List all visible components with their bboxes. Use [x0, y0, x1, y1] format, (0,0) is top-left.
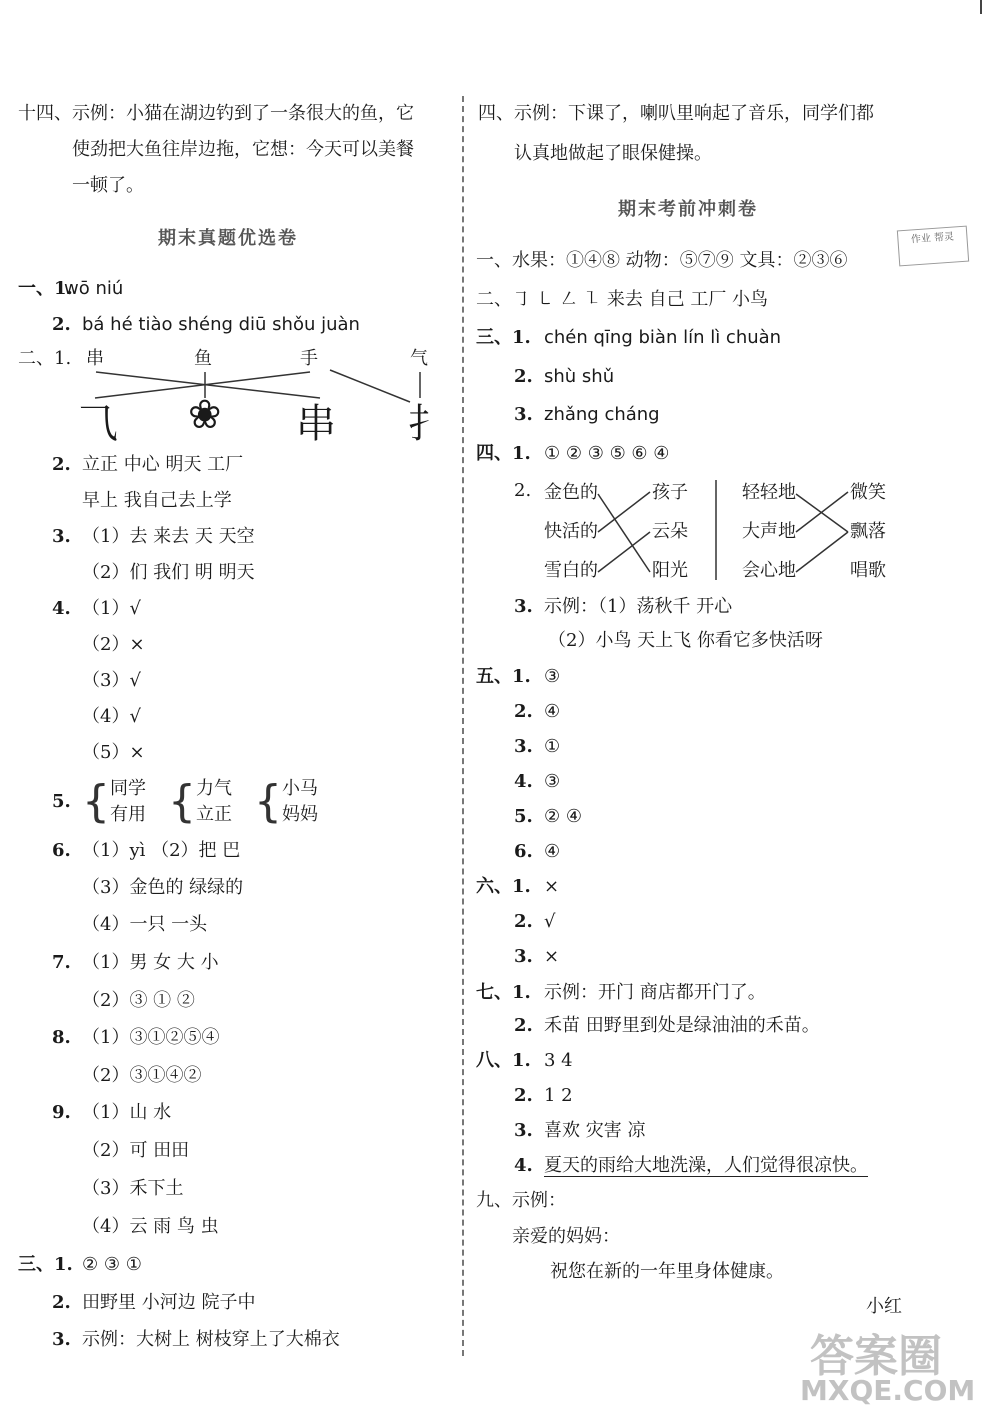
answer-line: [514, 1083, 573, 1109]
question-label: 3.: [514, 596, 533, 617]
question-label: 2.: [514, 480, 532, 501]
answer-line: [476, 980, 766, 1006]
answer-text: 二、㇆ ㇄ ㇜ ㇅ 来去 自己 工厂 小鸟: [476, 289, 769, 310]
question-label: 2.: [514, 366, 533, 387]
match-word: 气: [410, 348, 428, 369]
question-label: 2.: [52, 314, 71, 335]
question-label: 三、1.: [476, 327, 531, 348]
answer-text: zhǎng cháng: [544, 404, 660, 425]
answer-text: shù shǔ: [544, 366, 615, 387]
stamp-logo: 作业 帮灵: [897, 226, 969, 267]
answer-text: 禾苗 田野里到处是绿油油的禾苗。: [544, 1015, 820, 1036]
answer-line: [514, 402, 660, 428]
column-divider: [462, 96, 464, 1356]
answer-text: 田野里 小河边 院子中: [82, 1292, 256, 1313]
question-label: 七、1.: [476, 982, 531, 1003]
question-label: 5.: [52, 791, 71, 812]
ancient-script-shou-icon: ⺘: [408, 401, 448, 447]
answer-line: [514, 364, 614, 390]
answer-text: ① ② ③ ⑤ ⑥ ④: [544, 443, 670, 464]
question-label: 5.: [514, 806, 533, 827]
match-word: 雪白的: [544, 560, 598, 581]
answer-line: [476, 325, 781, 351]
answer-text: √: [544, 911, 556, 932]
watermark-logo: [800, 1320, 990, 1410]
answer-text: （2）×: [82, 634, 145, 655]
answer-text: ③: [544, 771, 561, 792]
question-label: 三、1.: [18, 1254, 73, 1275]
answer-text: 一、水果：①④⑧ 动物：⑤⑦⑨ 文具：②③⑥: [476, 250, 848, 271]
answer-text: 喜欢 灾害 凉: [544, 1120, 646, 1141]
watermark-url: MXQE.COM: [800, 1374, 976, 1407]
answer-line: [514, 1118, 645, 1144]
match-word: 鱼: [194, 348, 212, 369]
answer-text: 九、示例：: [476, 1190, 566, 1211]
answer-line: [514, 839, 560, 865]
question-label: 4.: [514, 1155, 533, 1176]
answer-line: [52, 1327, 340, 1353]
letter-body: 祝您在新的一年里身体健康。: [550, 1261, 784, 1282]
answer-line: [52, 1100, 171, 1126]
answer-line: [514, 804, 582, 830]
answer-text: ④: [544, 701, 561, 722]
answer-text: （2）们 我们 明 明天: [82, 562, 255, 583]
word: 有用: [110, 804, 146, 825]
letter-greeting: 亲爱的妈妈：: [512, 1226, 620, 1247]
answer-line: [514, 1153, 868, 1179]
brace-icon: {: [254, 776, 282, 827]
answer-line: [476, 664, 560, 690]
answer-text: （2）③ ① ②: [82, 990, 195, 1011]
answer-text: 示例：大树上 树枝穿上了大棉衣: [82, 1329, 340, 1350]
answer-text: （1）男 女 大 小: [82, 952, 219, 973]
answer-text: （3）禾下土: [82, 1178, 184, 1199]
match-word: 云朵: [652, 521, 688, 542]
word: 妈妈: [282, 804, 318, 825]
question-label: 八、1.: [476, 1050, 531, 1071]
answer-text: （2）可 田田: [82, 1140, 190, 1161]
matching-lines: [470, 470, 930, 590]
match-word: 大声地: [742, 521, 796, 542]
match-word: 快活的: [544, 521, 598, 542]
question-label: 2.: [514, 911, 533, 932]
word: 小马: [282, 778, 318, 799]
answer-line: [52, 1290, 255, 1316]
answer-text: （1）yì （2）把 巴: [82, 840, 241, 861]
answer-text: （5）×: [82, 742, 145, 763]
answer-line: [52, 524, 255, 550]
answer-text: bá hé tiào shéng diū shǒu juàn: [82, 314, 360, 335]
question-label: 4.: [52, 598, 71, 619]
answer-line: [52, 596, 141, 622]
word-group: [282, 776, 318, 828]
answer-line: [476, 1048, 573, 1074]
text-line: 使劲把大鱼往岸边拖，它想：今天可以美餐: [72, 139, 414, 160]
answer-line: [476, 441, 669, 467]
watermark-text: 答案圈: [810, 1331, 942, 1382]
answer-text: wō niú: [64, 278, 124, 299]
ancient-script-chuan-icon: 串: [296, 401, 336, 447]
answer-text: （4）√: [82, 706, 141, 727]
text-line: 一顿了。: [72, 175, 144, 196]
answer-text: ② ③ ①: [82, 1254, 142, 1275]
question-label: 一、1.: [18, 278, 73, 299]
answer-text: （3）√: [82, 670, 141, 691]
matching-lines: [0, 0, 460, 440]
question-label: 2.: [514, 1085, 533, 1106]
question-label: 3.: [514, 1120, 533, 1141]
question-label: 7.: [52, 952, 71, 973]
letter-signature: 小红: [866, 1296, 902, 1317]
answer-text: （1）去 来去 天 天空: [82, 526, 255, 547]
ancient-script-qi-icon: ⺄: [78, 401, 118, 447]
answer-text: （4）云 雨 鸟 虫: [82, 1216, 219, 1237]
match-word: 飘落: [850, 521, 886, 542]
answer-text: ④: [544, 841, 561, 862]
answer-line: [476, 874, 559, 900]
match-word: 孩子: [652, 482, 688, 503]
answer-text: chén qīng biàn lín lì chuàn: [544, 327, 782, 348]
answer-line: [18, 1252, 142, 1278]
answer-line: [514, 594, 732, 620]
answer-line: [514, 734, 560, 760]
text-line: 十四、示例：小猫在湖边钓到了一条很大的鱼，它: [18, 103, 414, 124]
question-label: 8.: [52, 1027, 71, 1048]
answer-line: [52, 776, 340, 828]
answer-line: [52, 838, 240, 864]
question-label: 四、1.: [476, 443, 531, 464]
answer-text: （1）√: [82, 598, 141, 619]
answer-text: 示例：开门 商店都开门了。: [544, 982, 766, 1003]
question-label: 3.: [52, 1329, 71, 1350]
question-label: 2.: [52, 1292, 71, 1313]
text-line: 四、示例：下课了，喇叭里响起了音乐，同学们都: [478, 103, 874, 124]
corner-mark: [980, 0, 982, 14]
question-label: 6.: [514, 841, 533, 862]
question-label: 3.: [514, 946, 533, 967]
answer-line: [514, 699, 560, 725]
question-label: 3.: [52, 526, 71, 547]
section-title: 期末真题优选卷: [158, 228, 298, 249]
text-line: 认真地做起了眼保健操。: [514, 143, 712, 164]
answer-text: 1 2: [544, 1085, 573, 1106]
match-word: 会心地: [742, 560, 796, 581]
ancient-script-yu-icon: ❀: [188, 392, 222, 438]
answer-line: [52, 452, 243, 478]
answer-line: [52, 950, 219, 976]
match-word: 轻轻地: [742, 482, 796, 503]
answer-text: （1）③①②⑤④: [82, 1027, 220, 1048]
question-label: 3.: [514, 736, 533, 757]
match-word: 金色的: [544, 482, 598, 503]
answer-line: [514, 909, 555, 935]
word: 同学: [110, 778, 146, 799]
answer-text: ③: [544, 666, 561, 687]
answer-text: ①: [544, 736, 561, 757]
answer-text: ×: [544, 876, 560, 897]
question-label: 六、1.: [476, 876, 531, 897]
answer-text: 早上 我自己去上学: [82, 490, 232, 511]
match-word: 唱歌: [850, 560, 886, 581]
answer-text: （2）小鸟 天上飞 你看它多快活呀: [548, 630, 823, 651]
match-word: 手: [300, 348, 318, 369]
answer-text: （2）③①④②: [82, 1065, 202, 1086]
question-label: 9.: [52, 1102, 71, 1123]
answer-line: [514, 1013, 820, 1039]
question-label: 3.: [514, 404, 533, 425]
question-label: 2.: [514, 1015, 533, 1036]
word: 力气: [196, 778, 232, 799]
brace-icon: {: [82, 776, 110, 827]
answer-text: 立正 中心 明天 工厂: [82, 454, 244, 475]
match-word: 阳光: [652, 560, 688, 581]
question-label: 五、1.: [476, 666, 531, 687]
question-label: 6.: [52, 840, 71, 861]
answer-text: （3）金色的 绿绿的: [82, 877, 244, 898]
answer-text: （1）山 水: [82, 1102, 172, 1123]
answer-text: 3 4: [544, 1050, 573, 1071]
answer-line: [514, 769, 560, 795]
question-label: 4.: [514, 771, 533, 792]
answer-line: [514, 944, 559, 970]
answer-line: [52, 1025, 219, 1051]
answer-text: 夏天的雨给大地洗澡，人们觉得很凉快。: [544, 1155, 868, 1176]
match-word: 微笑: [850, 482, 886, 503]
match-word: 串: [86, 348, 104, 369]
word-group: [196, 776, 232, 828]
answer-text: 示例：（1）荡秋千 开心: [544, 596, 733, 617]
brace-icon: {: [168, 776, 196, 827]
answer-text: ② ④: [544, 806, 582, 827]
answer-text: ×: [544, 946, 560, 967]
word-group: [110, 776, 146, 828]
question-label: 2.: [514, 701, 533, 722]
section-title: 期末考前冲刺卷: [618, 199, 758, 220]
word: 立正: [196, 804, 232, 825]
question-label: 二、1.: [18, 348, 72, 369]
answer-text: （4）一只 一头: [82, 914, 208, 935]
question-label: 2.: [52, 454, 71, 475]
